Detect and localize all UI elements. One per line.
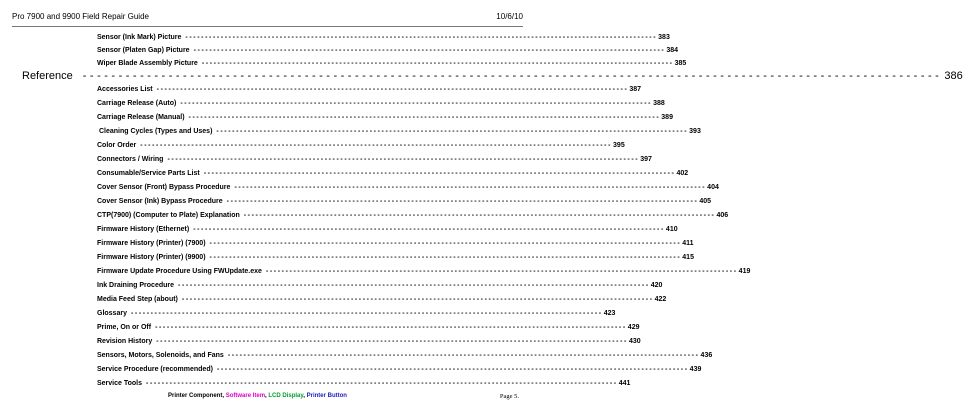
toc-entry-page: 405 <box>699 198 712 205</box>
toc-leader: ------------------------------------------------------------------------------------------------------------------------ <box>209 240 682 247</box>
toc-entry-page: 384 <box>666 47 679 54</box>
toc-entry[interactable] <box>97 212 729 224</box>
toc-leader: ------------------------------------------------------------------------------------------------------------------------ <box>265 268 738 275</box>
toc-entry-page: 385 <box>674 60 687 67</box>
toc-leader: ------------------------------------------------------------------------------------------------------------------------ <box>156 86 629 93</box>
toc-leader: ------------------------------------------------------------------------------------------------------------------------ <box>155 324 627 331</box>
toc-entry[interactable] <box>97 100 665 112</box>
toc-leader: ------------------------------------------------------------------------------------------------------------------------ <box>234 184 707 191</box>
toc-leader: ------------------------------------------------------------------------------------------------------------------------ <box>193 226 665 233</box>
toc-entry-label: Prime, On or Off <box>97 324 152 331</box>
toc-entry-label: Consumable/Service Parts List <box>97 170 200 177</box>
toc-entry-page: 389 <box>661 114 673 121</box>
toc-leader: ------------------------------------------------------------------------------------------------------------------------ <box>216 128 689 135</box>
toc-entry[interactable] <box>97 114 673 126</box>
toc-leader: ------------------------------------------------------------------------------------------------------------------------ <box>178 282 650 289</box>
legend-lcd-display: LCD Display <box>268 393 304 399</box>
toc-entry-page: 436 <box>700 352 713 359</box>
document-title: Pro 7900 and 9900 Field Repair Guide <box>12 12 149 21</box>
toc-leader: ------------------------------------------------------------------------------------------------------------------------ <box>209 254 682 261</box>
toc-entry-label: Connectors / Wiring <box>97 156 164 163</box>
header-rule <box>12 26 523 27</box>
toc-entry[interactable] <box>97 366 702 378</box>
toc-leader: ------------------------------------------------------------------------------------------------------------------------ <box>201 60 674 67</box>
toc-leader: ------------------------------------------------------------------------------------------------------------------------ <box>181 296 654 303</box>
toc-entry-page: 404 <box>707 184 719 191</box>
toc-entry[interactable] <box>97 170 689 182</box>
toc-entry-page: 419 <box>738 268 751 275</box>
toc-entry-label: Media Feed Step (about) <box>97 296 178 303</box>
toc-entry-label: Cover Sensor (Ink) Bypass Procedure <box>97 198 223 205</box>
toc-entry-label: Firmware History (Ethernet) <box>97 226 190 233</box>
toc-entry-page: 430 <box>628 338 641 345</box>
toc-entry-label: Color Order <box>97 142 137 149</box>
toc-entry-label: Sensor (Ink Mark) Picture <box>97 34 182 41</box>
toc-entry-label: Firmware Update Procedure Using FWUpdate.exe <box>97 268 262 275</box>
toc-entry-label: Service Procedure (recommended) <box>97 366 213 373</box>
toc-entry-label: Glossary <box>97 310 127 317</box>
toc-entry-label: Carriage Release (Manual) <box>97 114 185 121</box>
page-footer <box>0 393 535 403</box>
toc-entry-page: 393 <box>689 128 701 135</box>
color-legend: Printer Component, Software Item, LCD Display, Printer Button <box>168 393 347 399</box>
toc-entry[interactable] <box>97 380 631 392</box>
toc-entry-label: Cover Sensor (Front) Bypass Procedure <box>97 184 231 191</box>
toc-entry[interactable] <box>97 142 625 154</box>
toc-leader: ------------------------------------------------------------------------------------------------------------------------ <box>140 142 613 149</box>
legend-printer-button: Printer Button <box>306 393 347 399</box>
toc-entry[interactable] <box>97 34 670 46</box>
toc-entry-label: CTP(7900) (Computer to Plate) Explanation <box>97 212 240 219</box>
page-header <box>12 12 523 24</box>
legend-software-item: Software Item <box>225 393 266 399</box>
toc-entry-label: Sensor (Platen Gap) Picture <box>97 47 190 54</box>
toc-leader: ------------------------------------------------------------------------------------------------------------------------ <box>82 70 943 82</box>
toc-leader: ------------------------------------------------------------------------------------------------------------------------ <box>243 212 716 219</box>
toc-entry-page: 423 <box>603 310 616 317</box>
toc-entry-label: Revision History <box>97 338 153 345</box>
toc-entry-page: 388 <box>653 100 665 107</box>
page-number: Page 5. <box>499 393 519 400</box>
toc-entry-label: Firmware History (Printer) (7900) <box>97 240 206 247</box>
toc-leader: ------------------------------------------------------------------------------------------------------------------------ <box>146 380 618 387</box>
toc-leader: ------------------------------------------------------------------------------------------------------------------------ <box>227 352 700 359</box>
toc-entry-page: 411 <box>682 240 694 247</box>
toc-entry[interactable] <box>97 47 679 59</box>
toc-entry-page: 410 <box>665 226 678 233</box>
toc-entry-label: Carriage Release (Auto) <box>97 100 177 107</box>
document-date: 10/6/10 <box>496 12 523 21</box>
toc-entry-label: Service Tools <box>97 380 143 387</box>
toc-entry-page: 397 <box>640 156 652 163</box>
toc-entry-page: 439 <box>689 366 702 373</box>
toc-entry-page: 387 <box>629 86 642 93</box>
toc-entry-label: Sensors, Motors, Solenoids, and Fans <box>97 352 224 359</box>
toc-leader: ------------------------------------------------------------------------------------------------------------------------ <box>167 156 640 163</box>
toc-section-reference[interactable] <box>22 70 963 86</box>
toc-entry-label: Ink Draining Procedure <box>97 282 175 289</box>
toc-leader: ------------------------------------------------------------------------------------------------------------------------ <box>216 366 689 373</box>
toc-entry-page: 420 <box>650 282 663 289</box>
toc-section-page: 386 <box>944 70 963 82</box>
toc-entry[interactable] <box>97 184 719 196</box>
legend-printer-component: Printer Component <box>168 393 223 399</box>
toc-entry[interactable] <box>97 156 652 168</box>
toc-leader: ------------------------------------------------------------------------------------------------------------------------ <box>188 114 661 121</box>
toc-entry[interactable] <box>97 268 751 280</box>
toc-entry-page: 395 <box>613 142 625 149</box>
toc-entry[interactable] <box>97 198 712 210</box>
toc-entry[interactable] <box>97 86 642 98</box>
toc-leader: ------------------------------------------------------------------------------------------------------------------------ <box>156 338 628 345</box>
toc-entry[interactable] <box>97 282 663 294</box>
toc-entry-label: Accessories List <box>97 86 153 93</box>
toc-entry-label: Wiper Blade Assembly Picture <box>97 60 198 67</box>
toc-entry-page: 422 <box>654 296 667 303</box>
toc-entry-page: 415 <box>682 254 694 261</box>
toc-leader: ------------------------------------------------------------------------------------------------------------------------ <box>130 310 603 317</box>
toc-leader: ------------------------------------------------------------------------------------------------------------------------ <box>226 198 699 205</box>
toc-entry[interactable] <box>97 352 713 364</box>
toc-entry[interactable] <box>97 310 616 322</box>
toc-leader: ------------------------------------------------------------------------------------------------------------------------ <box>180 100 653 107</box>
toc-entry-page: 402 <box>676 170 689 177</box>
toc-leader: ------------------------------------------------------------------------------------------------------------------------ <box>203 170 676 177</box>
toc-entry-label: Firmware History (Printer) (9900) <box>97 254 206 261</box>
toc-section-label: Reference <box>22 70 73 82</box>
toc-entry[interactable] <box>97 338 641 350</box>
toc-entry[interactable] <box>97 240 694 252</box>
toc-entry[interactable] <box>97 254 694 266</box>
toc-leader: ------------------------------------------------------------------------------------------------------------------------ <box>185 34 658 41</box>
toc-entry[interactable] <box>97 296 667 308</box>
toc-entry[interactable] <box>97 226 678 238</box>
toc-entry[interactable] <box>97 324 640 336</box>
toc-entry-page: 429 <box>627 324 640 331</box>
toc-leader: ------------------------------------------------------------------------------------------------------------------------ <box>193 47 666 54</box>
toc-entry-page: 406 <box>716 212 729 219</box>
toc-entry-page: 441 <box>618 380 631 387</box>
toc-entry-label: Cleaning Cycles (Types and Uses) <box>97 128 213 135</box>
toc-entry[interactable] <box>97 128 701 140</box>
toc-entry-page: 383 <box>658 34 670 41</box>
